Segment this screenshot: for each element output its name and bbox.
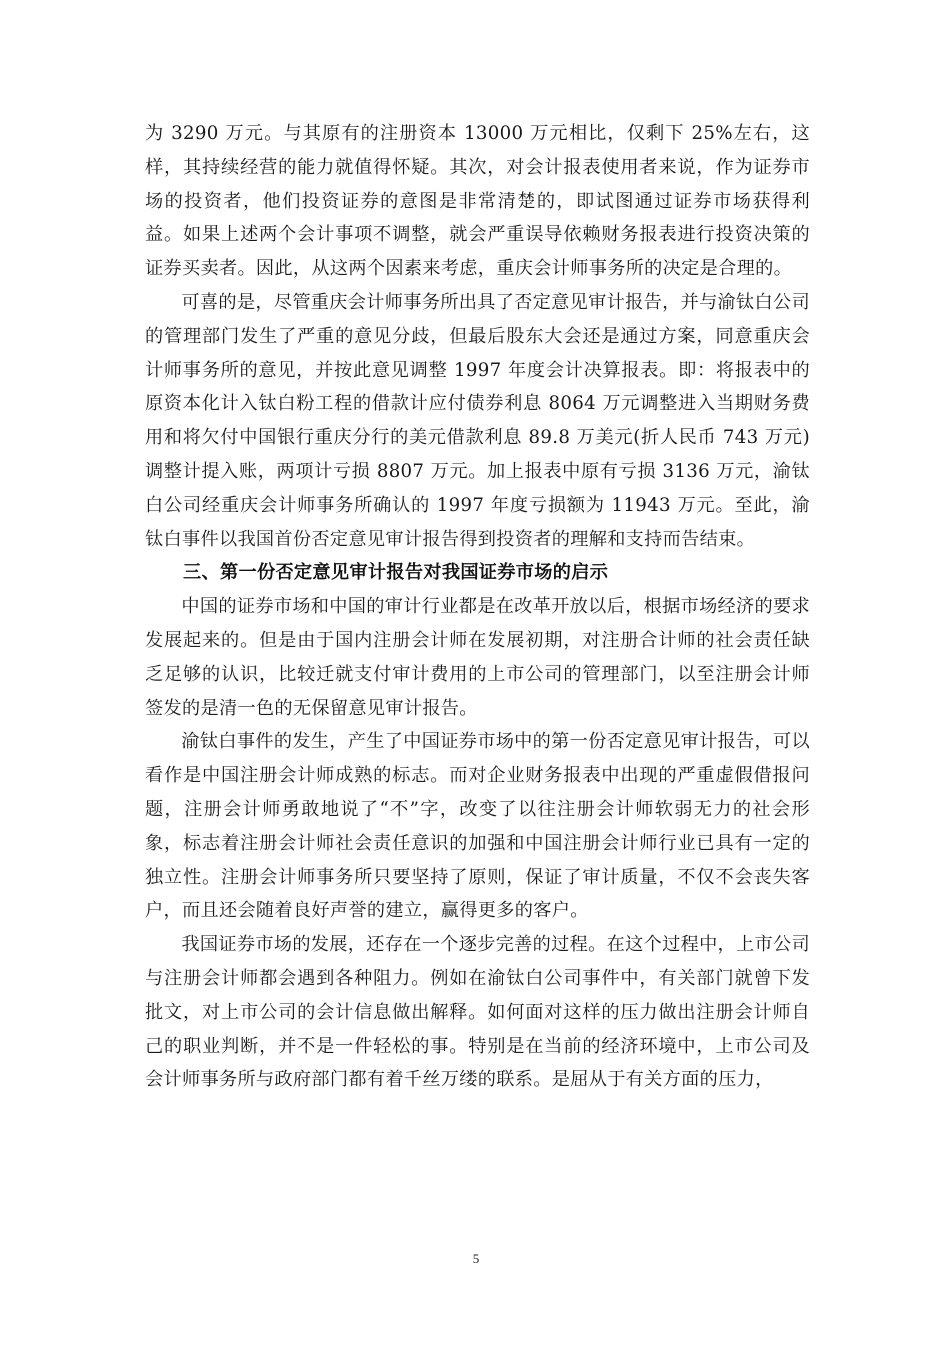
body-paragraph-1: 为 3290 万元。与其原有的注册资本 13000 万元相比，仅剩下 25%左右，这样，其持续经营的能力就值得怀疑。其次，对会计报表使用者来说，作为证券市场的投资者，他们投资证券的意图是非常清楚的，即试图通过证券市场获得利益。如果上述两个会计事项不调整，就会严重误导依赖财务报表进行投资决策的证券买卖者。因此，从这两个因素来考虑，重庆会计师事务所的决定是合理的。 — [145, 123, 810, 280]
section-heading: 三、第一份否定意见审计报告对我国证券市场的启示 — [183, 562, 609, 584]
body-paragraph-4: 渝钛白事件的发生，产生了中国证券市场中的第一份否定意见审计报告，可以看作是中国注册会计师成熟的标志。而对企业财务报表中出现的严重虚假借报问题，注册会计师勇敢地说了“不”字，改变了以往注册会计师软弱无力的社会形象，标志着注册会计师社会责任意识的加强和中国注册会计师行业已具有一定的独立性。注册会计师事务所只要坚持了原则，保证了审计质量，不仅不会丧失客户，而且还会随着良好声誉的建立，赢得更多的客户。 — [145, 731, 810, 922]
body-paragraph-2: 可喜的是，尽管重庆会计师事务所出具了否定意见审计报告，并与渝钛白公司的管理部门发生了严重的意见分歧，但最后股东大会还是通过方案，同意重庆会计师事务所的意见，并按此意见调整 1997 年度会计决算报表。即：将报表中的原资本化计入钛白粉工程的借款计应付债券利息 8064 万元调整进入当期财务费用和将欠付中国银行重庆分行的美元借款利息 89.8 万美元(折人民币 743 万元)调整计提入账，两项计亏损 8807 万元。加上报表中原有亏损 3136 万元，渝钛白公司经重庆会计师事务所确认的 1997 年度亏损额为 11943 万元。至此，渝钛白事件以我国首份否定意见审计报告得到投资者的理解和支持而告结束。 — [145, 291, 810, 550]
body-paragraph-5: 我国证券市场的发展，还存在一个逐步完善的过程。在这个过程中，上市公司与注册会计师都会遇到各种阻力。例如在渝钛白公司事件中，有关部门就曾下发批文，对上市公司的会计信息做出解释。如何面对这样的压力做出注册会计师自己的职业判断，并不是一件轻松的事。特别是在当前的经济环境中，上市公司及会计师事务所与政府部门都有着千丝万缕的联系。是屈从于有关方面的压力， — [145, 934, 810, 1091]
document-body — [145, 117, 810, 1097]
page-number: 5 — [472, 1251, 480, 1266]
body-paragraph-3: 中国的证券市场和中国的审计行业都是在改革开放以后，根据市场经济的要求发展起来的。但是由于国内注册会计师在发展初期，对注册合计师的社会责任缺乏足够的认识，比较迁就支付审计费用的上市公司的管理部门，以至注册会计师签发的是清一色的无保留意见审计报告。 — [145, 596, 810, 719]
